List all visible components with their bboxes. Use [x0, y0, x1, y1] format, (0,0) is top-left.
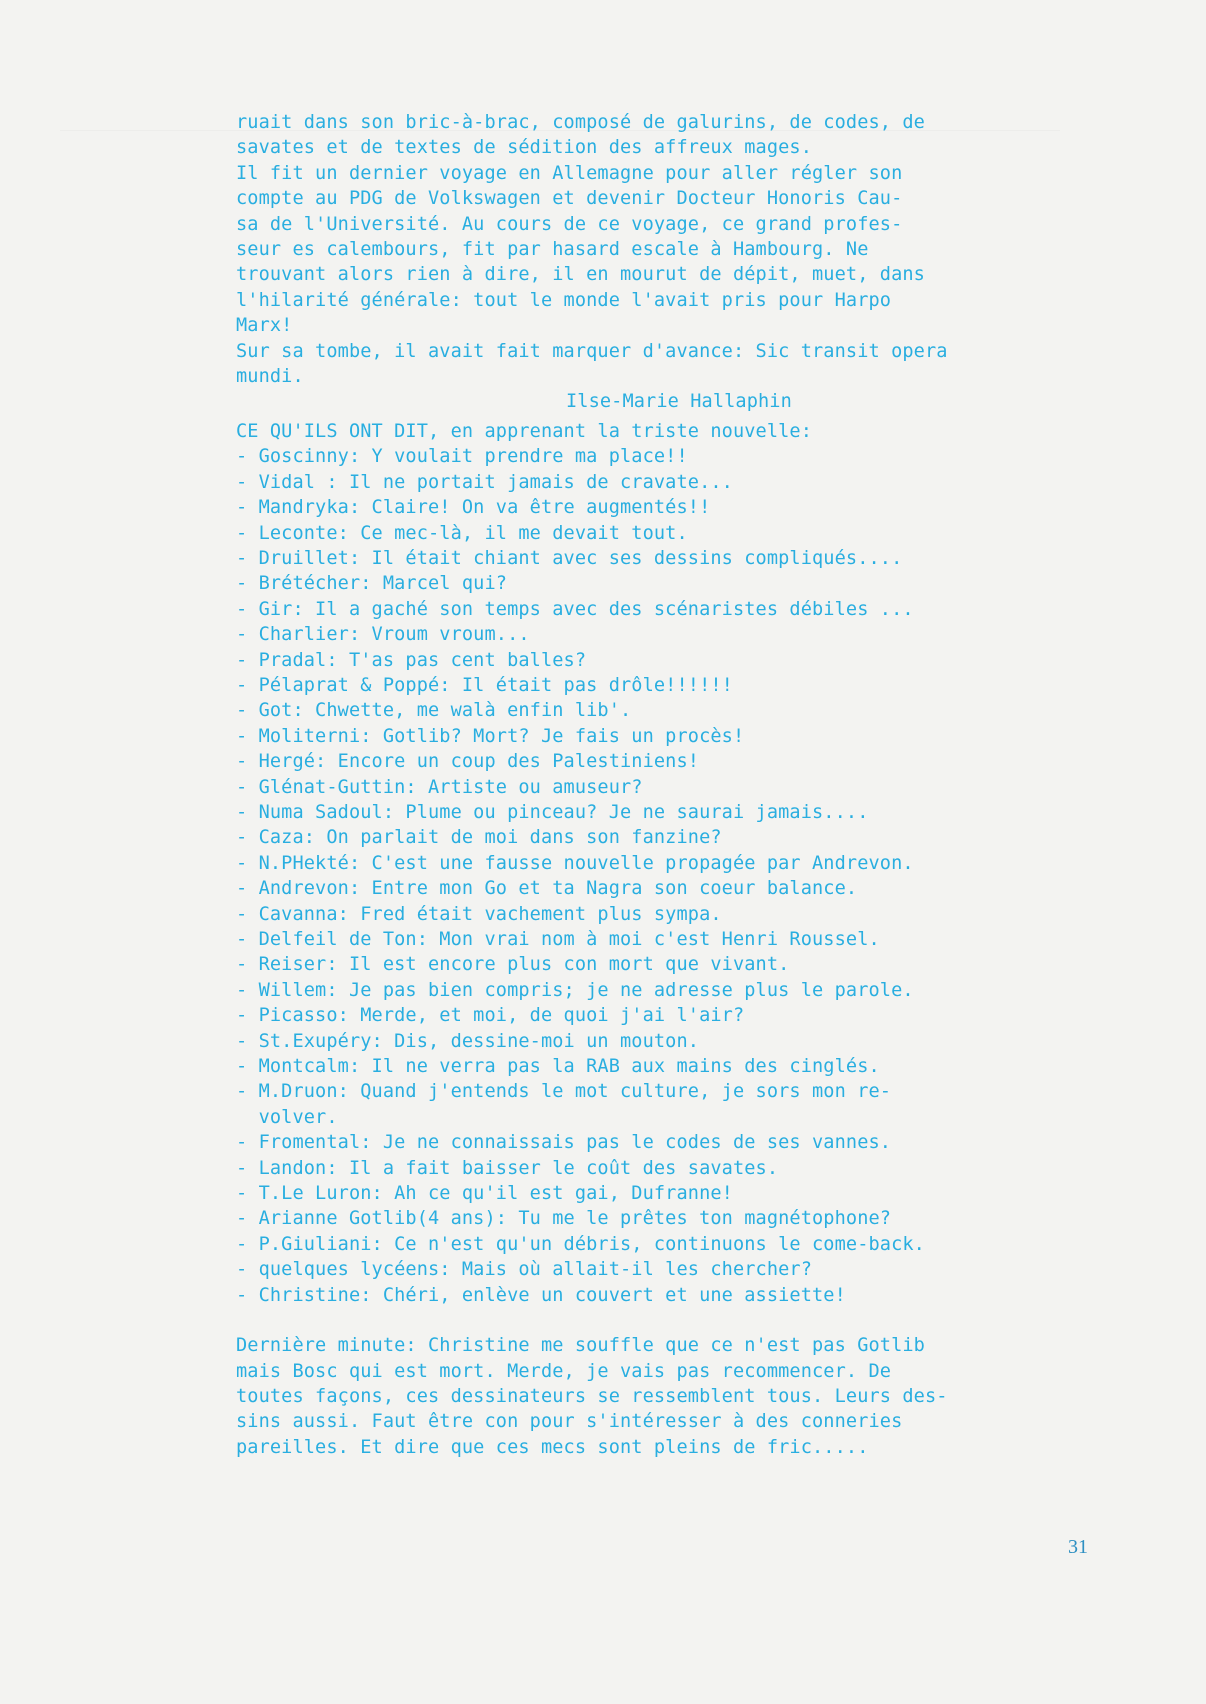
quotes-intro: CE QU'ILS ONT DIT, en apprenant la triste nouvelle:	[236, 420, 813, 442]
quote-item: - Pélaprat & Poppé: Il était pas drôle!!!!!!	[236, 674, 733, 696]
quote-item: - Christine: Chéri, enlève un couvert et une assiette!	[236, 1284, 846, 1306]
quote-item: - Reiser: Il est encore plus con mort que vivant.	[236, 954, 790, 976]
quote-item: - Got: Chwette, me walà enfin lib'.	[236, 700, 632, 722]
quote-item: - Moliterni: Gotlib? Mort? Je fais un procès!	[236, 725, 745, 747]
quote-item: - Fromental: Je ne connaissais pas le codes de ses vannes.	[236, 1132, 892, 1154]
quote-item: - Goscinny: Y voulait prendre ma place!!	[236, 446, 688, 468]
quote-item: - Delfeil de Ton: Mon vrai nom à moi c'est Henri Roussel.	[236, 929, 880, 950]
quote-item: - Willem: Je pas bien compris; je ne adresse plus le parole.	[236, 979, 914, 1001]
text-line: mais Bosc qui est mort. Merde, je vais pas recommencer. De	[236, 1360, 892, 1382]
text-line: savates et de textes de sédition des affreux mages.	[236, 137, 813, 159]
quote-item: - Montcalm: Il ne verra pas la RAB aux mains des cinglés.	[236, 1056, 880, 1078]
text-line: toutes façons, ces dessinateurs se ressemblent tous. Leurs des-	[236, 1385, 948, 1407]
quote-item: - Picasso: Merde, et moi, de quoi j'ai l'air?	[236, 1005, 745, 1027]
quote-item: - Brétécher: Marcel qui?	[236, 573, 508, 595]
text-line: sa de l'Université. Au cours de ce voyage, ce grand profes-	[236, 213, 903, 235]
quote-item: - P.Giuliani: Ce n'est qu'un débris, continuons le come-back.	[236, 1233, 925, 1255]
text-line: compte au PDG de Volkswagen et devenir Docteur Honoris Cau-	[236, 188, 903, 210]
page-number: 31	[1068, 1536, 1088, 1558]
quote-item: - M.Druon: Quand j'entends le mot culture, je sors mon re-	[236, 1081, 892, 1103]
text-line: mundi.	[236, 366, 304, 388]
quote-item: - Hergé: Encore un coup des Palestiniens!	[236, 751, 700, 773]
quote-item: - Charlier: Vroum vroum...	[236, 624, 530, 646]
obituary-section	[236, 110, 1056, 415]
quote-item: - Leconte: Ce mec-là, il me devait tout.	[236, 522, 688, 544]
text-line: Dernière minute: Christine me souffle que ce n'est pas Gotlib	[236, 1335, 925, 1357]
quote-item: - Glénat-Guttin: Artiste ou amuseur?	[236, 776, 643, 798]
text-line: Marx!	[236, 315, 293, 337]
quote-item: - Caza: On parlait de moi dans son fanzine?	[236, 827, 722, 849]
quote-item: - Mandryka: Claire! On va être augmentés!!	[236, 497, 711, 519]
quote-item: - Arianne Gotlib(4 ans): Tu me le prêtes ton magnétophone?	[236, 1208, 892, 1230]
quote-item: - Andrevon: Entre mon Go et ta Nagra son coeur balance.	[236, 878, 858, 900]
text-line: l'hilarité générale: tout le monde l'avait pris pour Harpo	[236, 289, 892, 311]
text-line: ruait dans son bric-à-brac, composé de galurins, de codes, de	[236, 112, 925, 133]
quote-item: - N.PHekté: C'est une fausse nouvelle propagée par Andrevon.	[236, 852, 914, 874]
quote-item: - T.Le Luron: Ah ce qu'il est gai, Dufranne!	[236, 1183, 733, 1205]
author-signature: Ilse-Marie Hallaphin	[566, 391, 792, 413]
text-line: trouvant alors rien à dire, il en mourut de dépit, muet, dans	[236, 264, 925, 286]
quote-item: - Pradal: T'as pas cent balles?	[236, 649, 587, 671]
main-text-block	[236, 110, 1056, 1460]
quotes-section	[236, 419, 1056, 1308]
quote-item: - Cavanna: Fred était vachement plus sympa.	[236, 903, 722, 925]
quote-item: - St.Exupéry: Dis, dessine-moi un mouton.	[236, 1030, 700, 1052]
spacer	[236, 1308, 1056, 1333]
text-line: seur es calembours, fit par hasard escale à Hambourg. Ne	[236, 239, 869, 261]
text-line: Il fit un dernier voyage en Allemagne pour aller régler son	[236, 162, 903, 184]
last-minute-section	[236, 1333, 1056, 1460]
quote-item: - Numa Sadoul: Plume ou pinceau? Je ne saurai jamais....	[236, 801, 869, 823]
quote-item: volver.	[236, 1106, 338, 1128]
text-line: Sur sa tombe, il avait fait marquer d'avance: Sic transit opera	[236, 340, 948, 362]
quote-item: - Landon: Il a fait baisser le coût des savates.	[236, 1157, 779, 1179]
quote-item: - Vidal : Il ne portait jamais de cravate...	[236, 471, 733, 493]
quote-item: - quelques lycéens: Mais où allait-il les chercher?	[236, 1259, 813, 1281]
text-line: sins aussi. Faut être con pour s'intéresser à des conneries	[236, 1411, 903, 1433]
quote-item: - Gir: Il a gaché son temps avec des scénaristes débiles ...	[236, 598, 914, 620]
quote-item: - Druillet: Il était chiant avec ses dessins compliqués....	[236, 547, 903, 569]
text-line: pareilles. Et dire que ces mecs sont pleins de fric.....	[236, 1436, 869, 1458]
